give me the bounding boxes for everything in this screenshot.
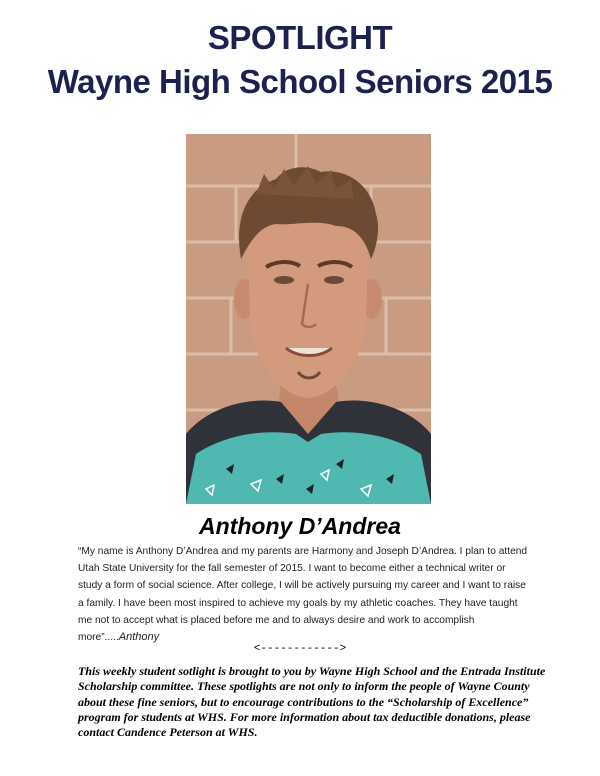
sponsor-note: This weekly student sotlight is brought to you by Wayne High School and the Entrada Institute Scholarship committee. These spotlights are not only to inform the people of Wayne County about these fine seniors, but to encourage contributions to the “Scholarship of Excellence” program for students at WHS. For more information about tax deductible donations, please contact Candence Peterson at WHS. xyxy=(78,664,546,740)
spotlight-title: SPOTLIGHT xyxy=(207,19,393,56)
student-name: Anthony D’Andrea xyxy=(199,513,401,539)
student-quote xyxy=(78,543,528,646)
school-seniors-title: Wayne High School Seniors 2015 xyxy=(47,63,553,100)
student-photo xyxy=(186,134,431,504)
section-divider: <------------> xyxy=(253,643,347,655)
student-quote-text: “My name is Anthony D’Andrea and my parents are Harmony and Joseph D’Andrea. I plan to attend Utah State University for the fall semester of 2015. I want to become either a technical writer or study a form of social science. After college, I will be actively pursuing my career and I want to raise a family. I have been most inspired to achieve my goals by my athletic coaches. They have taught me not to accept what is placed before me and to always desire and work to accomplish more”..... xyxy=(78,546,528,644)
student-signoff: Anthony xyxy=(118,631,160,644)
